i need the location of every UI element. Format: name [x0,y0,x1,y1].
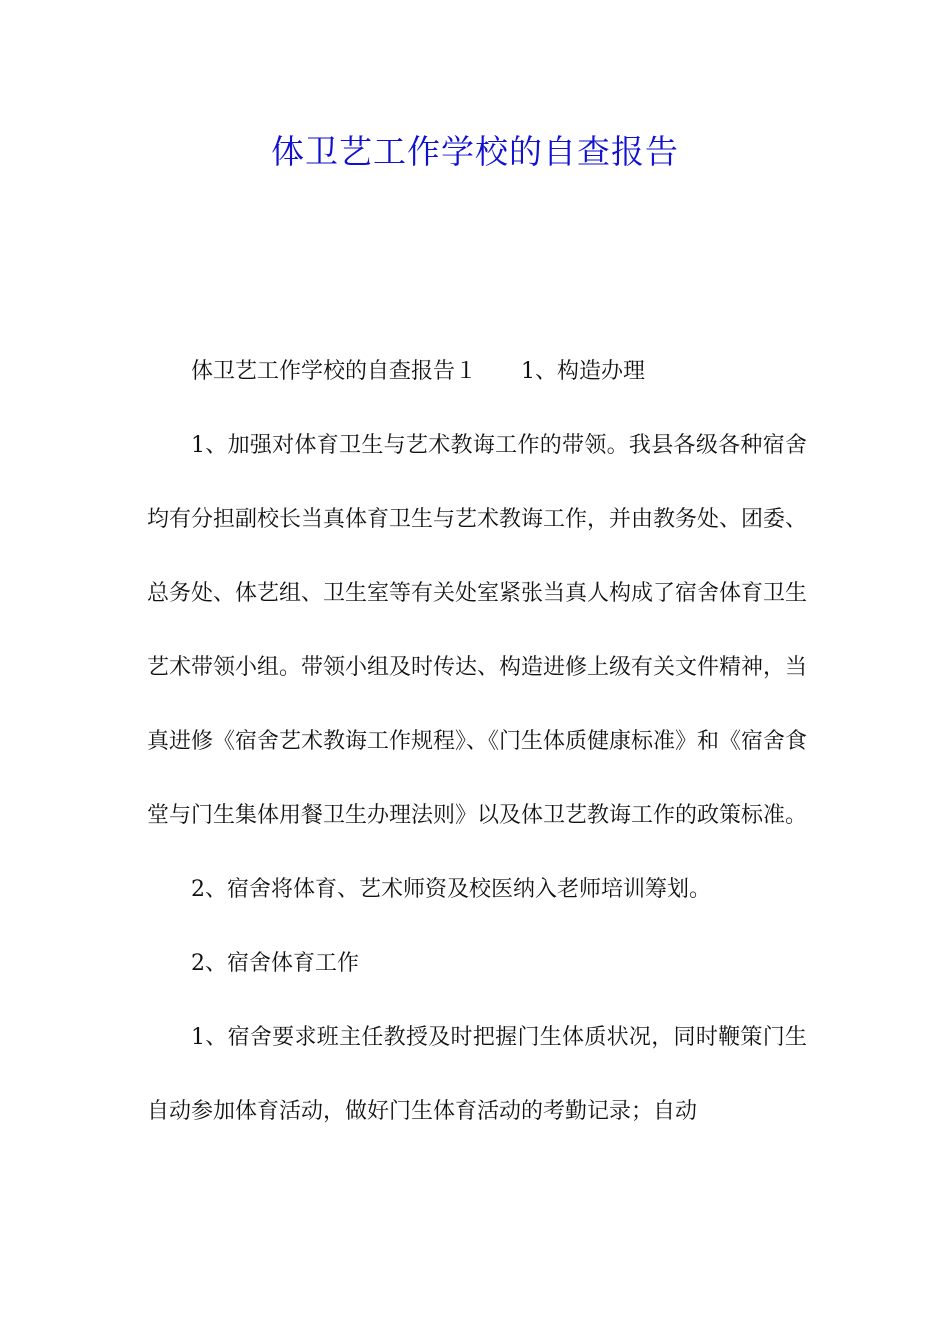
paragraph-training: 2、宿舍将体育、艺术师资及校医纳入老师培训筹划。 [191,877,711,902]
section-heading: 1、构造办理 [521,359,646,384]
paragraph-leadership: 1、加强对体育卫生与艺术教诲工作的带领。我县各级各种宿舍均有分担副校长当真体育卫生与艺术教诲工作，并由教务处、团委、总务处、体艺组、卫生室等有关处室紧张当真人构成了宿舍体育卫生艺术带领小组。带领小组及时传达、构造进修上级有关文件精神，当真进修《宿舍艺术教诲工作规程》、《门生体质健康标准》和《宿舍食堂与门生集体用餐卫生办理法则》以及体卫艺教诲工作的政策标准。 [147,433,808,828]
paragraph-sports: 1、宿舍要求班主任教授及时把握门生体质状况，同时鞭策门生自动参加体育活动，做好门生体育活动的考勤记录；自动 [147,1025,807,1124]
section-heading-sports: 2、宿舍体育工作 [191,951,359,976]
first-line [147,335,807,409]
report-heading: 体卫艺工作学校的自查报告１ [191,359,478,384]
document-body [147,335,807,1149]
document-title: 体卫艺工作学校的自查报告 [271,132,679,171]
